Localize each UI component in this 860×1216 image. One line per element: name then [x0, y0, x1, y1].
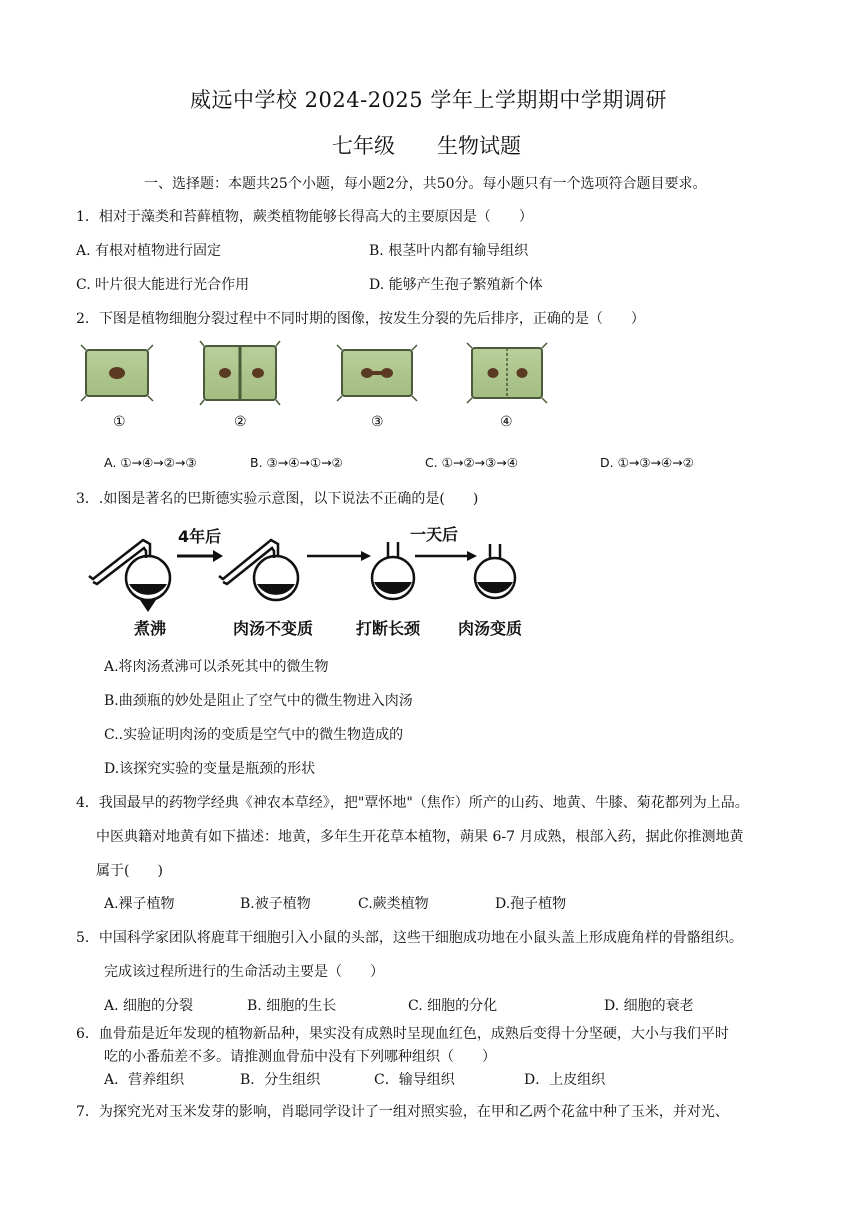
q3-option-d: D.该探究实验的变量是瓶颈的形状 — [104, 761, 316, 777]
q1-option-a: A. 有根对植物进行固定 — [76, 243, 222, 259]
q2-option-b: B. ③→④→①→② — [250, 455, 343, 470]
cell-stage-3 — [337, 345, 417, 401]
arrow-label-4-years: 4年后 — [178, 527, 222, 546]
q4-option-b: B.被子植物 — [240, 896, 311, 912]
q5-stem-line-2: 完成该过程所进行的生命活动主要是（ ） — [104, 964, 384, 980]
caption-spoiled: 肉汤变质 — [458, 619, 523, 638]
q4-stem-line-1: 4．我国最早的药物学经典《神农本草经》，把"覃怀地"（焦作）所产的山药、地黄、牛膝、菊花都列为上品。 — [76, 795, 749, 811]
q3-option-b: B.曲颈瓶的妙处是阻止了空气中的微生物进入肉汤 — [104, 693, 413, 709]
grade-label: 七年级 — [332, 134, 395, 158]
q6-option-d: D．上皮组织 — [524, 1072, 606, 1088]
q3-option-a: A.将肉汤煮沸可以杀死其中的微生物 — [104, 659, 329, 675]
caption-boiling: 煮沸 — [134, 619, 167, 638]
cell-stage-1 — [81, 345, 153, 401]
caption-neck-broken: 打断长颈 — [356, 619, 421, 638]
q7-stem-line-1: 7．为探究光对玉米发芽的影响，肖聪同学设计了一组对照实验，在甲和乙两个花盆中种了玉米，并对光、 — [76, 1104, 729, 1120]
q4-option-a: A.裸子植物 — [104, 896, 175, 912]
q4-stem-line-3: 属于( ) — [96, 863, 163, 879]
cell-label-2: ② — [234, 414, 247, 430]
q5-option-b: B. 细胞的生长 — [247, 998, 337, 1014]
q3-stem: 3．.如图是著名的巴斯德实验示意图，以下说法不正确的是( ) — [76, 491, 479, 507]
pasteur-experiment-figure — [85, 518, 545, 616]
q6-option-b: B．分生组织 — [240, 1072, 321, 1088]
q1-option-c: C. 叶片很大能进行光合作用 — [76, 277, 250, 293]
cell-division-figure — [80, 340, 560, 440]
q5-option-d: D. 细胞的衰老 — [604, 998, 694, 1014]
subject-label: 生物试题 — [437, 134, 521, 158]
q6-option-a: A．营养组织 — [104, 1072, 185, 1088]
q4-option-c: C.蕨类植物 — [358, 896, 429, 912]
q1-stem: 1．相对于藻类和苔藓植物，蕨类植物能够长得高大的主要原因是（ ） — [76, 209, 533, 225]
caption-not-spoiled: 肉汤不变质 — [233, 619, 314, 638]
q2-option-c: C. ①→②→③→④ — [425, 455, 518, 470]
cell-label-4: ④ — [500, 414, 513, 430]
q6-option-c: C．输导组织 — [374, 1072, 455, 1088]
q2-option-a: A. ①→④→②→③ — [104, 455, 197, 470]
cell-stage-2 — [200, 341, 280, 405]
cell-label-1: ① — [113, 414, 126, 430]
q1-option-b: B. 根茎叶内都有输导组织 — [369, 243, 529, 259]
cell-label-3: ③ — [371, 414, 384, 430]
q4-stem-line-2: 中医典籍对地黄有如下描述：地黄，多年生开花草本植物，蒴果 6-7 月成熟，根部入药，据此你推测地黄 — [96, 829, 744, 845]
q2-stem: 2．下图是植物细胞分裂过程中不同时期的图像，按发生分裂的先后排序，正确的是（ ） — [76, 311, 645, 327]
q5-option-a: A. 细胞的分裂 — [104, 998, 194, 1014]
q5-stem-line-1: 5．中国科学家团队将鹿茸干细胞引入小鼠的头部，这些干细胞成功地在小鼠头盖上形成鹿角样的骨骼组织。 — [76, 930, 743, 946]
page-title: 威远中学校 2024-2025 学年上学期期中学期调研 — [190, 88, 667, 112]
arrow-label-one-day: 一天后 — [410, 525, 459, 544]
heat-arrow-icon — [140, 600, 156, 612]
q4-option-d: D.孢子植物 — [495, 896, 567, 912]
q6-stem-line-1: 6．血骨茄是近年发现的植物新品种，果实没有成熟时呈现血红色，成熟后变得十分坚硬，大小与我们平时 — [76, 1026, 729, 1042]
cell-stage-4 — [467, 343, 547, 403]
q5-option-c: C. 细胞的分化 — [408, 998, 498, 1014]
q3-option-c: C..实验证明肉汤的变质是空气中的微生物造成的 — [104, 727, 404, 743]
q2-option-d: D. ①→③→④→② — [600, 455, 694, 470]
section-heading: 一、选择题：本题共25个小题，每小题2分，共50分。每小题只有一个选项符合题目要求。 — [144, 176, 707, 192]
q1-option-d: D. 能够产生孢子繁殖新个体 — [369, 277, 543, 293]
q6-stem-line-2: 吃的小番茄差不多。请推测血骨茄中没有下列哪种组织（ ） — [104, 1049, 496, 1065]
